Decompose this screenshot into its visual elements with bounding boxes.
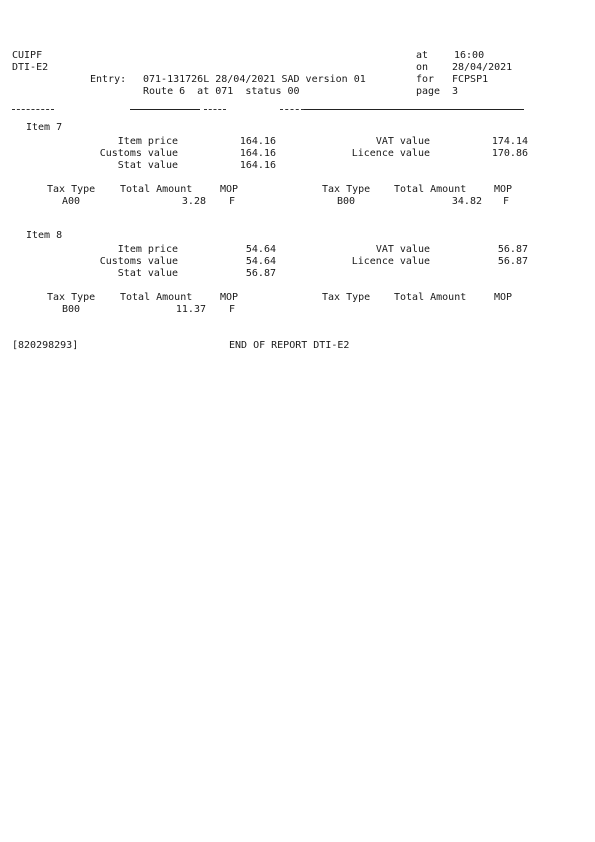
stat-value-label: Stat value xyxy=(117,268,178,279)
item-price-value: 164.16 xyxy=(239,136,276,147)
customs-value-label: Customs value xyxy=(99,256,178,267)
licence-value: 170.86 xyxy=(491,148,528,159)
page-label: page xyxy=(416,86,441,97)
mop-header: MOP xyxy=(220,292,239,303)
tax-type-header: Tax Type xyxy=(322,292,371,303)
route-text: Route 6 at 071 status 00 xyxy=(143,86,300,97)
vat-value: 56.87 xyxy=(497,244,528,255)
item-title: Item 7 xyxy=(26,122,63,133)
tax-type-header: Tax Type xyxy=(47,184,96,195)
entry-text: 071-131726L 28/04/2021 SAD version 01 xyxy=(143,74,366,85)
at-label: at xyxy=(416,50,429,61)
tax-type-value: A00 xyxy=(62,196,81,207)
end-of-report: END OF REPORT DTI-E2 xyxy=(229,340,350,351)
customs-value-label: Customs value xyxy=(99,148,178,159)
customs-value: 54.64 xyxy=(245,256,276,267)
stat-value: 56.87 xyxy=(245,268,276,279)
licence-value: 56.87 xyxy=(497,256,528,267)
header-rule-entry xyxy=(130,109,200,110)
header-rule-left xyxy=(12,109,54,110)
mop-header: MOP xyxy=(494,184,513,195)
page-number: 3 xyxy=(452,86,459,97)
total-amount-header: Total Amount xyxy=(120,184,193,195)
report-code: DTI-E2 xyxy=(12,62,49,73)
entry-label: Entry: xyxy=(90,74,127,85)
tax-type-value: B00 xyxy=(62,304,81,315)
stat-value-label: Stat value xyxy=(117,160,178,171)
header-rule-right xyxy=(304,109,524,110)
item-title: Item 8 xyxy=(26,230,63,241)
tax-amount-value: 34.82 xyxy=(451,196,482,207)
tax-amount-value: 11.37 xyxy=(175,304,206,315)
for-label: for xyxy=(416,74,435,85)
tax-type-header: Tax Type xyxy=(47,292,96,303)
item-price-value: 54.64 xyxy=(245,244,276,255)
system-code: CUIPF xyxy=(12,50,43,61)
vat-value-label: VAT value xyxy=(375,244,430,255)
tax-amount-value: 3.28 xyxy=(181,196,206,207)
for-value: FCPSP1 xyxy=(452,74,489,85)
header-rule-gap xyxy=(204,109,226,110)
total-amount-header: Total Amount xyxy=(394,292,467,303)
mop-header: MOP xyxy=(494,292,513,303)
item-price-label: Item price xyxy=(117,244,178,255)
tax-type-value: B00 xyxy=(337,196,356,207)
on-label: on xyxy=(416,62,429,73)
report-date: 28/04/2021 xyxy=(452,62,513,73)
mop-header: MOP xyxy=(220,184,239,195)
licence-value-label: Licence value xyxy=(351,148,430,159)
tax-type-header: Tax Type xyxy=(322,184,371,195)
vat-value-label: VAT value xyxy=(375,136,430,147)
vat-value: 174.14 xyxy=(491,136,528,147)
tax-mop-value: F xyxy=(229,196,236,207)
report-reference: [820298293] xyxy=(12,340,79,351)
total-amount-header: Total Amount xyxy=(394,184,467,195)
tax-mop-value: F xyxy=(503,196,510,207)
report-time: 16:00 xyxy=(454,50,485,61)
item-price-label: Item price xyxy=(117,136,178,147)
total-amount-header: Total Amount xyxy=(120,292,193,303)
tax-mop-value: F xyxy=(229,304,236,315)
licence-value-label: Licence value xyxy=(351,256,430,267)
customs-value: 164.16 xyxy=(239,148,276,159)
header-rule-dash xyxy=(280,109,304,110)
stat-value: 164.16 xyxy=(239,160,276,171)
